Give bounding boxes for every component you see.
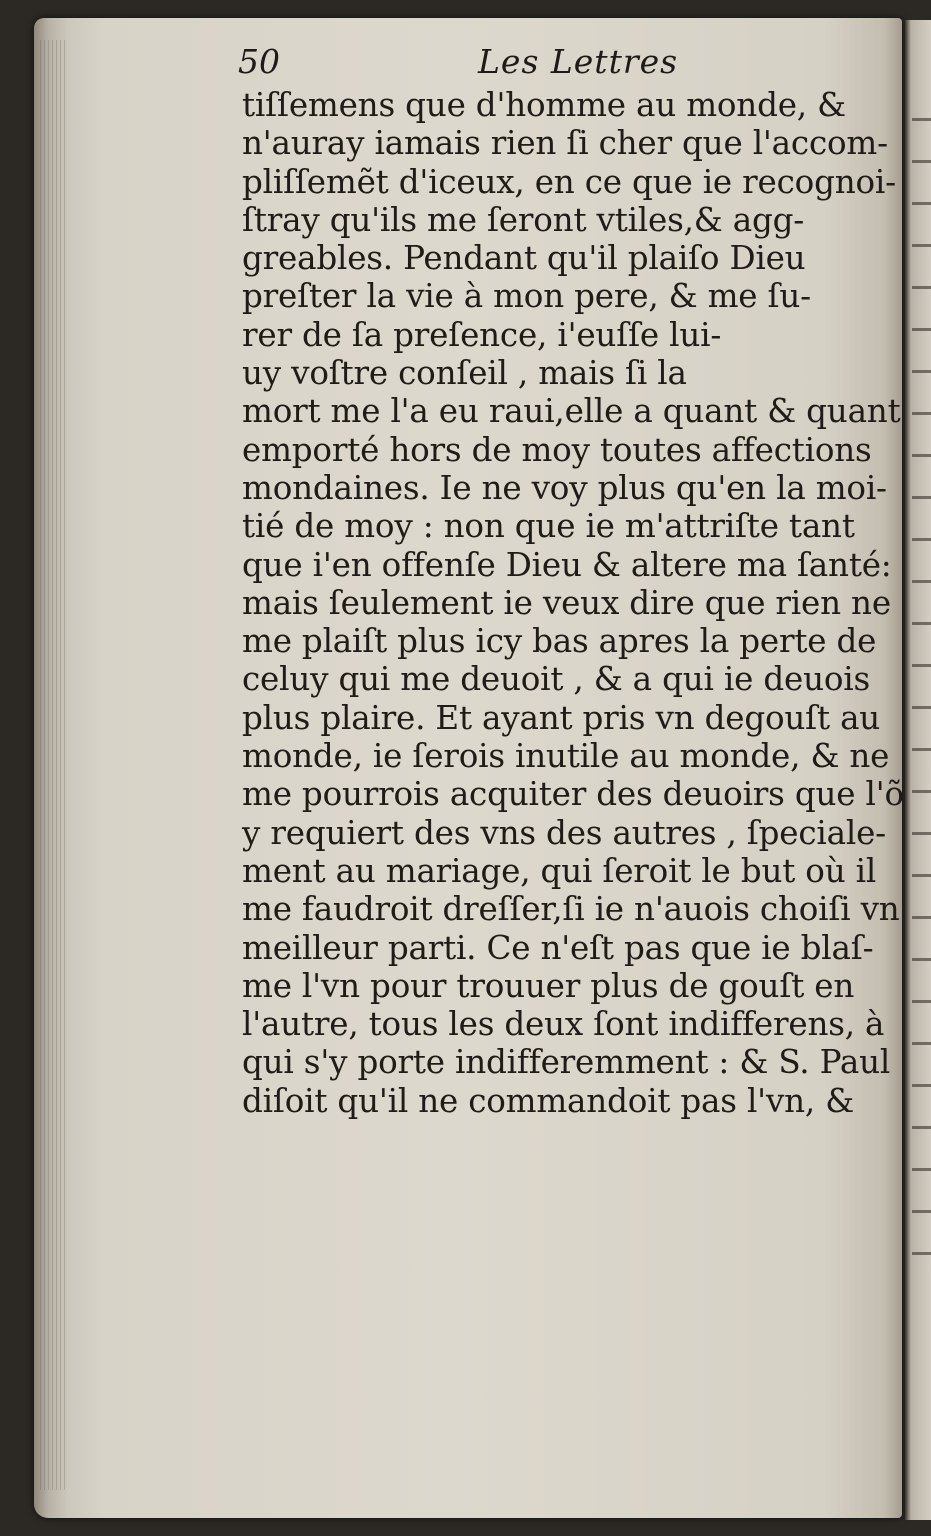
text-line: que i'en offenſe Dieu & altere ma ſanté:	[242, 545, 892, 584]
running-title: Les Lettres	[478, 42, 679, 81]
page-number: 50	[238, 42, 280, 81]
text-line: l'autre, tous les deux ſont indifferens, à	[242, 1005, 885, 1044]
text-line: tié de moy : non que ie m'attriſte tant	[242, 507, 855, 546]
text-line: me pourrois acquiter des deuoirs que l'õ	[242, 775, 904, 814]
text-line: rer de ſa preſence, i'euſſe lui-	[242, 315, 722, 354]
text-line: greables. Pendant qu'il plaiſo Dieu	[242, 239, 806, 278]
text-line: emporté hors de moy toutes affections	[242, 430, 872, 469]
text-line: ment au mariage, qui ſeroit le but où il	[242, 851, 877, 890]
page-header	[238, 42, 858, 88]
text-line: plus plaire. Et ayant pris vn degouſt au	[242, 698, 881, 737]
text-line: preſter la vie à mon pere, & me ſu-	[242, 277, 811, 316]
body-text	[242, 86, 904, 1120]
text-line: mais ſeulement ie veux dire que rien ne	[242, 583, 891, 622]
text-line: me faudroit dreſſer,ſi ie n'auois choiſi vn	[242, 890, 900, 929]
text-line: mort me l'a eu raui,elle a quant & quant	[242, 392, 901, 431]
text-line: pliſſemẽt d'iceux, en ce que ie recognoi-	[242, 162, 896, 201]
facing-page-text-fragments	[912, 90, 931, 1290]
text-line: tiſſemens que d'homme au monde, &	[242, 86, 846, 124]
text-line: diſoit qu'il ne commandoit pas l'vn, &	[242, 1081, 855, 1120]
text-line: uy voſtre conſeil , mais ſi la	[242, 354, 687, 393]
text-line: qui s'y porte indifferemment : & S. Paul	[242, 1043, 891, 1082]
text-line: monde, ie ſerois inutile au monde, & ne	[242, 737, 890, 776]
text-line: celuy qui me deuoit , & a qui ie deuois	[242, 660, 870, 699]
text-line: me plaiſt plus icy bas apres la perte de	[242, 622, 877, 661]
text-line: mondaines. Ie ne voy plus qu'en la moi-	[242, 468, 887, 507]
text-line: meilleur parti. Ce n'eſt pas que ie blaſ-	[242, 928, 874, 967]
text-line: ſtray qu'ils me ſeront vtiles,& agg-	[242, 200, 805, 239]
page-stack-edge	[40, 40, 66, 1490]
text-line: y requiert des vns des autres , ſpeciale-	[242, 813, 886, 852]
text-line: me l'vn pour trouuer plus de gouſt en	[242, 966, 855, 1005]
text-line: n'auray iamais rien ſi cher que l'accom-	[242, 124, 888, 163]
